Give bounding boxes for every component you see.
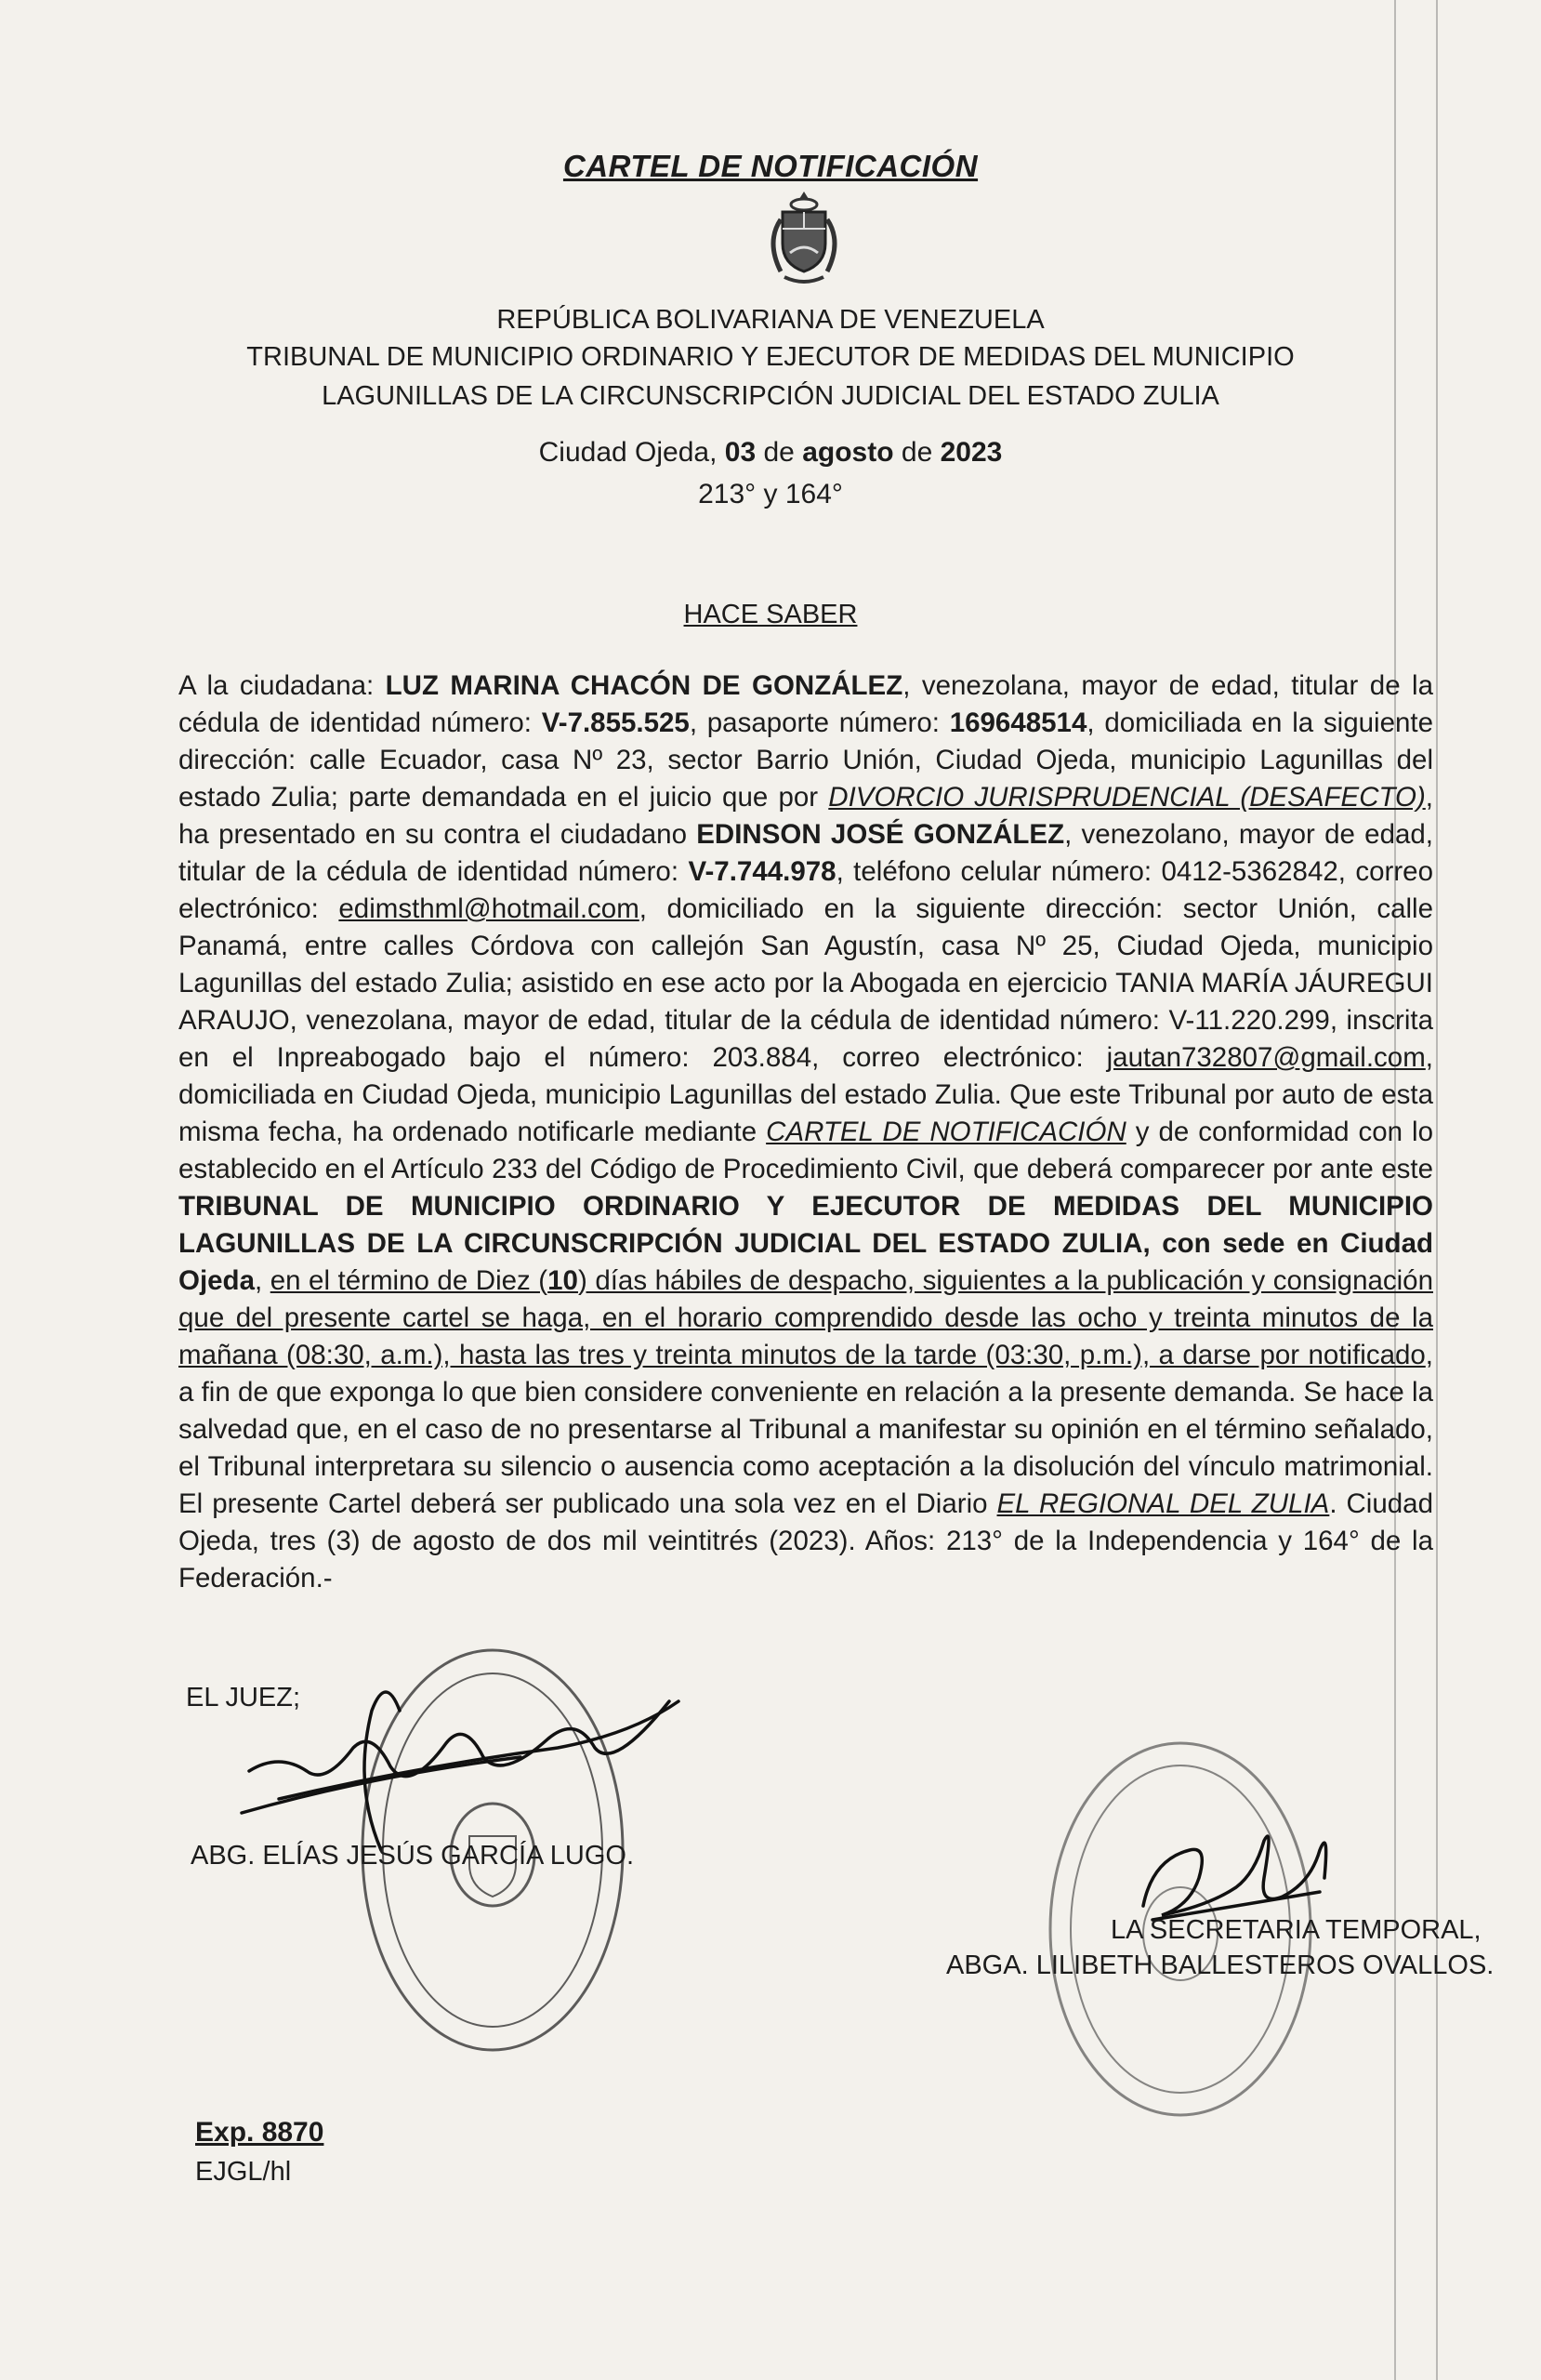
- body-text: ,: [254, 1265, 270, 1296]
- reference-initials: EJGL/hl: [195, 2157, 292, 2187]
- republic-heading: REPÚBLICA BOLIVARIANA DE VENEZUELA: [496, 305, 1045, 335]
- body-text: , domiciliada en la siguiente dirección: calle Ecuador, casa Nº 23, sector Barrio Unión, Ciudad Ojeda, municipio Lagunillas del estado Zulia; parte demandada en el juicio que por: [178, 707, 1433, 813]
- term-number: 10: [547, 1265, 578, 1296]
- respondent-passport: 169648514: [949, 707, 1087, 738]
- tribunal-heading-line2: LAGUNILLAS DE LA CIRCUNSCRIPCIÓN JUDICIAL DEL ESTADO ZULIA: [322, 381, 1219, 411]
- plaintiff-id: V-7.744.978: [688, 856, 836, 887]
- cartel-reference: CARTEL DE NOTIFICACIÓN: [766, 1117, 1126, 1147]
- term-text: en el término de Diez (: [270, 1265, 548, 1296]
- body-text: . Ciudad Ojeda, tres (3) de agosto de dos mil veintitrés (2023). Años: 213° de la Independencia y 164° de la Federación.-: [178, 1488, 1433, 1593]
- newspaper-name: EL REGIONAL DEL ZULIA: [996, 1488, 1330, 1519]
- body-text: , ha presentado en su contra el ciudadano: [178, 782, 1433, 850]
- date-city: Ciudad Ojeda,: [538, 437, 718, 468]
- file-number: Exp. 8870: [195, 2117, 324, 2148]
- date-month: agosto: [802, 437, 894, 468]
- case-type: DIVORCIO JURISPRUDENCIAL (DESAFECTO): [828, 782, 1426, 813]
- term-text: ) días hábiles de despacho, siguientes a la publicación y consignación que del presente cartel se haga, en el horario comprendido desde las ocho y treinta minutos de la mañana (08:30, a.m.), hasta las tres y treinta minutos de la tarde (03:30, p.m.), a darse por notificado: [178, 1265, 1433, 1370]
- date-year: 2023: [940, 437, 1003, 468]
- date-day: 03: [724, 437, 757, 468]
- hace-saber-heading: HACE SABER: [683, 600, 858, 629]
- plaintiff-email-link[interactable]: edimsthml@hotmail.com: [338, 893, 639, 924]
- tribunal-heading-line1: TRIBUNAL DE MUNICIPIO ORDINARIO Y EJECUTOR DE MEDIDAS DEL MUNICIPIO: [246, 342, 1295, 372]
- date-de: de: [763, 437, 795, 468]
- respondent-name: LUZ MARINA CHACÓN DE GONZÁLEZ: [385, 670, 903, 701]
- lawyer-email-link[interactable]: jautan732807@gmail.com: [1106, 1042, 1426, 1073]
- body-text: y de conformidad con lo establecido en el Artículo 233 del Código de Procedimiento Civil, que deberá comparecer por ante este: [178, 1117, 1434, 1184]
- document-title: CARTEL DE NOTIFICACIÓN: [562, 149, 979, 183]
- body-text: , teléfono celular número: 0412-5362842, correo electrónico:: [178, 856, 1433, 924]
- body-text: , domiciliado en la siguiente dirección: sector Unión, calle Panamá, entre calles Córdova con callejón San Agustín, casa Nº 25, Ciudad Ojeda, municipio Lagunillas del estado Zulia; asistido en ese acto por la Abogada en ejercicio TANIA MARÍA JÁUREGUI ARAUJO, venezolana, mayor de edad, titular de la cédula de identidad número: V-11.220.299, inscrita en el Inpreabogado bajo el número: 203.884, correo electrónico:: [178, 893, 1433, 1073]
- body-text: , venezolano, mayor de edad, titular de la cédula de identidad número:: [178, 819, 1433, 887]
- judge-label: EL JUEZ;: [186, 1683, 301, 1712]
- secretary-name: ABGA. LILIBETH BALLESTEROS OVALLOS.: [946, 1950, 1495, 1980]
- degrees-line: 213° y 164°: [698, 479, 843, 509]
- body-text: , domiciliada en Ciudad Ojeda, municipio Lagunillas del estado Zulia. Que este Tribunal por auto de esta misma fecha, ha ordenado notificarle mediante: [178, 1042, 1433, 1147]
- body-text: , venezolana, mayor de edad, titular de la cédula de identidad número:: [178, 670, 1433, 738]
- respondent-id: V-7.855.525: [541, 707, 690, 738]
- body-text: A la ciudadana:: [178, 670, 386, 701]
- body-text: , a fin de que exponga lo que bien considere conveniente en relación a la presente demanda. Se hace la salvedad que, en el caso de no presentarse al Tribunal a manifestar su opinión en el término señalado, el Tribunal interpretara su silencio o ausencia como aceptación a la disolución del vínculo matrimonial. El presente Cartel deberá ser publicado una sola vez en el Diario: [178, 1340, 1433, 1519]
- secretary-label: LA SECRETARIA TEMPORAL,: [1111, 1915, 1482, 1945]
- date-de: de: [901, 437, 933, 468]
- tribunal-bold-name: TRIBUNAL DE MUNICIPIO ORDINARIO Y EJECUTOR DE MEDIDAS DEL MUNICIPIO LAGUNILLAS DE LA CIRCUNSCRIPCIÓN JUDICIAL DEL ESTADO ZULIA, con sede en Ciudad Ojeda: [178, 1191, 1433, 1296]
- body-text: , pasaporte número:: [689, 707, 950, 738]
- plaintiff-name: EDINSON JOSÉ GONZÁLEZ: [696, 819, 1065, 850]
- judge-name: ABG. ELÍAS JESÚS GARCÍA LUGO.: [191, 1841, 635, 1871]
